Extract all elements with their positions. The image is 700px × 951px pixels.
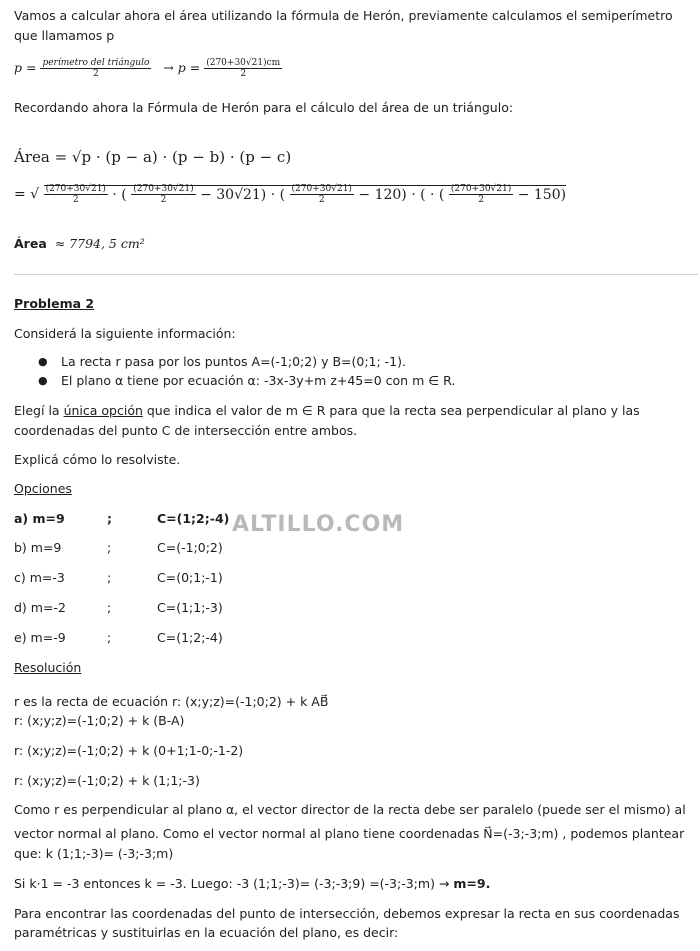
frac-2-den: 2 <box>160 195 167 205</box>
option-label: a) m=9 <box>14 511 65 526</box>
minus-2: − 120) · ( <box>358 186 426 203</box>
option-label: c) m=-3 <box>14 570 65 585</box>
res-para-2-result: m=9. <box>453 876 491 891</box>
frac-4-num: (270+30√21) <box>450 184 512 194</box>
frac-3-den: 2 <box>318 195 325 205</box>
option-point: C=(1;1;-3) <box>157 600 223 615</box>
res-para-2-text: Si k·1 = -3 entonces k = -3. Luego: -3 (1;1;-3)= (-3;-3;9) =(-3;-3;m) → <box>14 876 450 891</box>
choose-b: que indica el valor de m ∈ R para que la recta sea perpendicular al plano y las <box>142 403 640 418</box>
res-para-1c: que: k (1;1;-3)= (-3;-3;m) <box>14 846 174 861</box>
option-point: C=(1;2;-4) <box>157 630 223 645</box>
choose-underlined: única opción <box>63 403 143 418</box>
frac-2-num: (270+30√21) <box>133 184 194 194</box>
consider-text: Considerá la siguiente información: <box>14 326 236 341</box>
res-line-1: r es la recta de ecuación r: (x;y;z)=(-1;0;2) + k AB⃗ <box>14 694 329 709</box>
sqrt-content <box>44 185 567 203</box>
option-sep: ; <box>107 511 112 526</box>
semiperimeter-formula <box>14 58 282 79</box>
section-divider <box>14 274 698 275</box>
option-point: C=(0;1;-1) <box>157 570 223 585</box>
option-label: e) m=-9 <box>14 630 66 645</box>
bullet-2: El plano α tiene por ecuación α: -3x-3y+m z+45=0 con m ∈ R. <box>61 373 456 388</box>
intro-line-1: Vamos a calcular ahora el área utilizando la fórmula de Herón, previamente calculamos el semiperímetro <box>14 8 673 23</box>
res-line-4: r: (x;y;z)=(-1;0;2) + k (1;1;-3) <box>14 773 200 788</box>
frac-1-den: 2 <box>72 195 79 205</box>
option-sep: ; <box>107 540 112 555</box>
option-point: C=(-1;0;2) <box>157 540 223 555</box>
frac-4-den: 2 <box>478 195 484 205</box>
res-para-3b: paramétricas y sustituirlas en la ecuación del plano, es decir: <box>14 925 399 940</box>
p-frac-den: 2 <box>93 69 99 79</box>
option-sep: ; <box>107 600 112 615</box>
frac-3 <box>290 184 354 205</box>
option-sep: ; <box>107 570 112 585</box>
p-value-den: 2 <box>240 69 247 79</box>
expanded-prefix: = √ <box>14 186 40 203</box>
bullet-icon: ● <box>38 374 48 387</box>
res-para-3a: Para encontrar las coordenadas del punto de intersección, debemos expresar la recta en sus coordenadas <box>14 906 680 921</box>
minus-1: − 30√21) · ( <box>200 186 286 203</box>
option-label: d) m=-2 <box>14 600 66 615</box>
area-result-value: ≈ 7794, 5 cm² <box>54 236 145 251</box>
p-frac <box>40 58 151 79</box>
choose-line-1 <box>14 403 640 418</box>
choose-line-2: coordenadas del punto C de intersección entre ambos. <box>14 423 358 438</box>
recall-text: Recordando ahora la Fórmula de Herón para el cálculo del área de un triángulo: <box>14 100 514 115</box>
res-line-3: r: (x;y;z)=(-1;0;2) + k (0+1;1-0;-1-2) <box>14 743 244 758</box>
p-value-num: (270+30√21)cm <box>206 58 281 68</box>
explain-text: Explicá cómo lo resolviste. <box>14 452 181 467</box>
area-result-label: Área <box>14 236 47 251</box>
frac-4 <box>449 184 513 205</box>
res-para-2 <box>14 876 490 891</box>
option-point: C=(1;2;-4) <box>157 511 230 526</box>
p-arrow: → p = <box>163 60 201 75</box>
res-para-1a: Como r es perpendicular al plano α, el vector director de la recta debe ser paralelo (puede ser el mismo) al <box>14 802 686 817</box>
resolution-title: Resolución <box>14 660 82 675</box>
area-formula: Área = √p · (p − a) · (p − b) · (p − c) <box>14 148 292 166</box>
intro-line-2: que llamamos p <box>14 28 115 43</box>
area-result <box>14 236 145 251</box>
minus-3: − 150) <box>517 186 567 203</box>
problem-title: Problema 2 <box>14 296 95 311</box>
options-title: Opciones <box>14 481 72 496</box>
area-expanded <box>14 184 566 205</box>
bullet-icon: ● <box>38 355 48 368</box>
term-1: · ( <box>112 186 127 203</box>
p-eq: p = <box>14 60 37 75</box>
frac-2 <box>131 184 195 205</box>
p-value-frac <box>204 58 282 79</box>
frac-1 <box>44 184 108 205</box>
frac-1-num: (270+30√21) <box>45 184 106 194</box>
frac-3-num: (270+30√21) <box>291 184 352 194</box>
option-label: b) m=9 <box>14 540 62 555</box>
res-line-2: r: (x;y;z)=(-1;0;2) + k (B-A) <box>14 713 185 728</box>
bullet-1: La recta r pasa por los puntos A=(-1;0;2) y B=(0;1; -1). <box>61 354 406 369</box>
option-sep: ; <box>107 630 112 645</box>
open-paren: · ( <box>430 186 445 203</box>
watermark: ALTILLO.COM <box>232 512 405 537</box>
p-frac-num: perímetro del triángulo <box>42 58 150 68</box>
res-para-1b: vector normal al plano. Como el vector normal al plano tiene coordenadas N⃗=(-3;-3;m) , podemos plantear <box>14 826 685 841</box>
choose-a: Elegí la <box>14 403 64 418</box>
